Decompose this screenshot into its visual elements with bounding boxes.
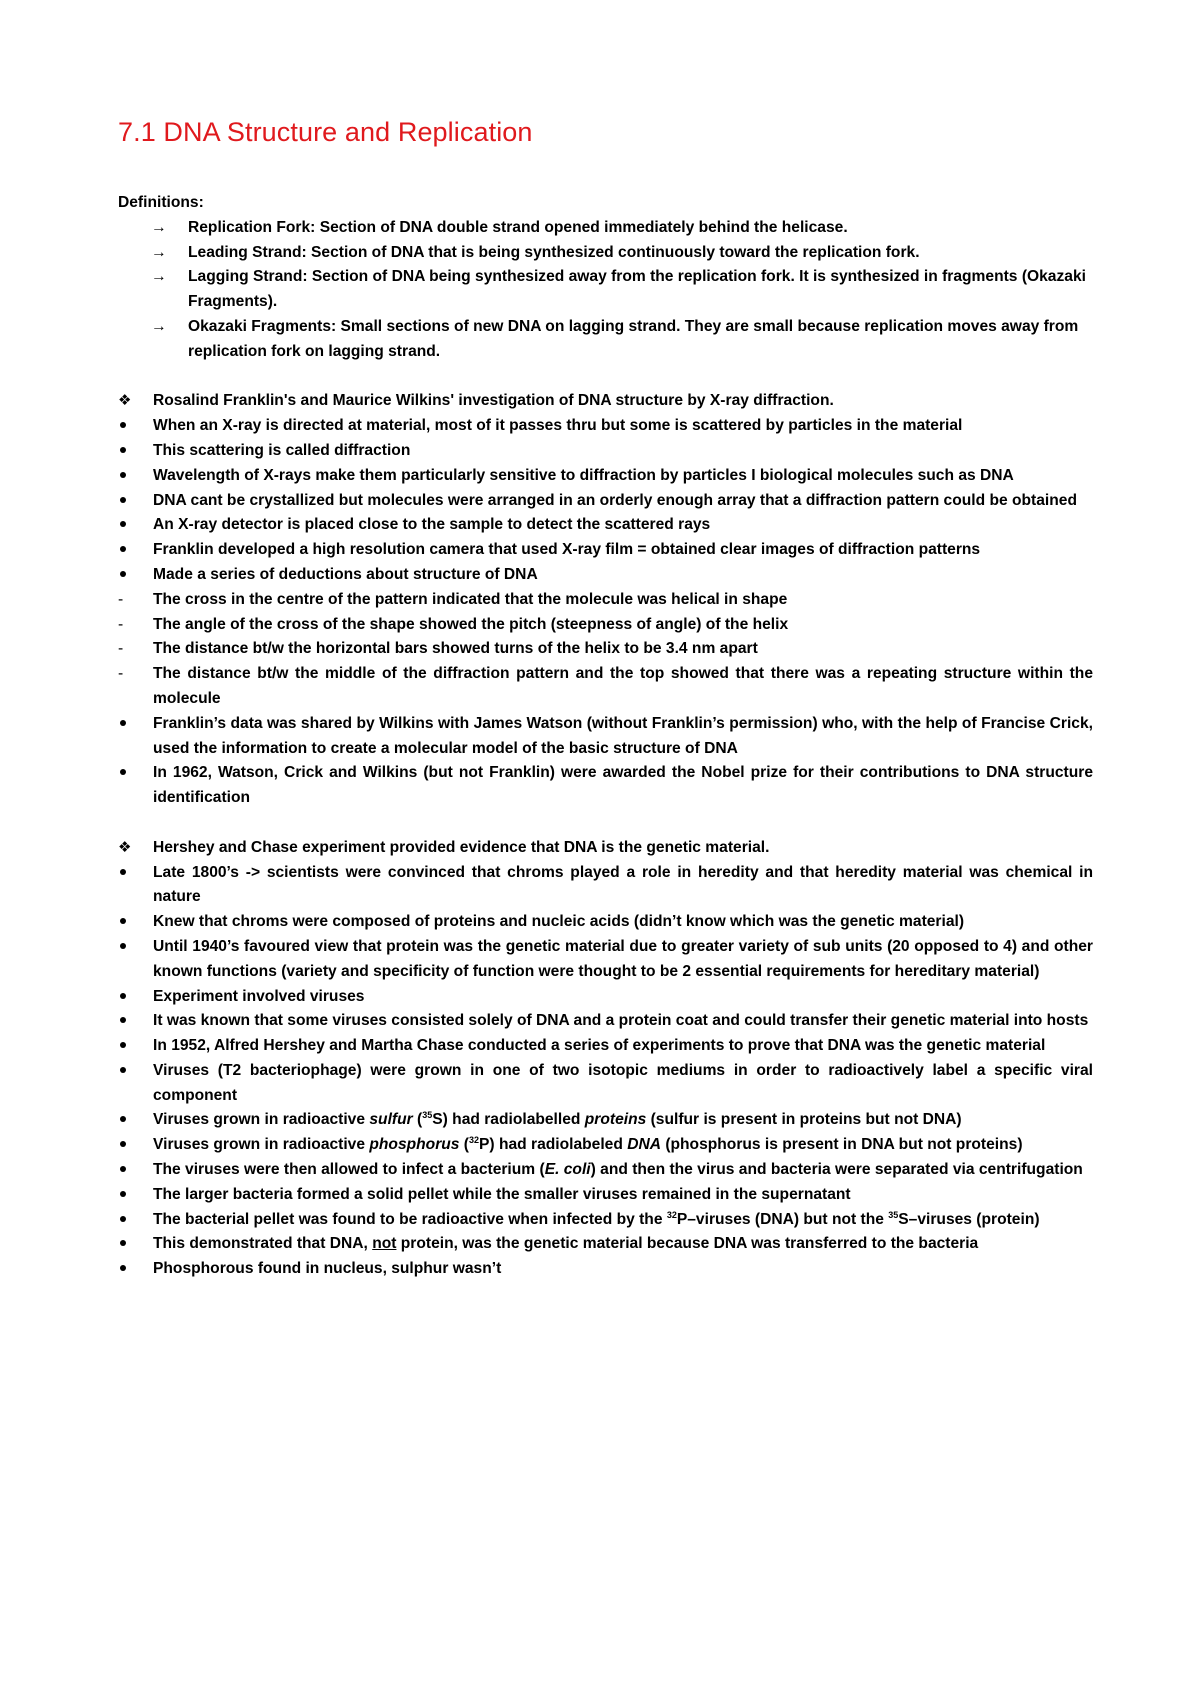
bullet-icon — [118, 1059, 134, 1084]
bullet-icon — [118, 861, 134, 886]
bullet-icon — [118, 1257, 134, 1282]
isotope-superscript: 35 — [888, 1209, 899, 1220]
text-run: The viruses were then allowed to infect a bacterium ( — [153, 1161, 545, 1179]
list-item-text: Franklin’s data was shared by Wilkins with James Watson (without Franklin’s permission) who, with the help of Francise Crick, used the information to create a molecular model of the basic structure of DNA — [153, 714, 1093, 757]
diamond-bullet-icon: ❖ — [118, 392, 132, 410]
text-run: The larger bacteria formed a solid pellet while the smaller viruses remained in the supernatant — [153, 1185, 851, 1203]
list-item — [118, 985, 1093, 1010]
list-item — [118, 637, 1093, 662]
list-item — [118, 1108, 1093, 1133]
section-heading-hershey — [118, 836, 1093, 861]
isotope-superscript: 35 — [422, 1110, 433, 1121]
list-item — [118, 935, 1093, 985]
text-run: P) had radiolabeled — [479, 1136, 628, 1154]
list-item-text: This scattering is called diffraction — [153, 441, 411, 459]
bullet-icon — [118, 489, 134, 514]
text-run: (sulfur is present in proteins but not DNA) — [646, 1111, 962, 1129]
list-item — [118, 1009, 1093, 1034]
list-item — [118, 1034, 1093, 1059]
list-item-text: Lagging Strand: Section of DNA being synthesized away from the replication fork. It is synthesized in fragments (Okazaki Fragments). — [188, 268, 1086, 311]
list-item — [118, 662, 1093, 712]
hershey-bullets-a — [118, 861, 1093, 1109]
text-run: (phosphorus is present in DNA but not proteins) — [660, 1136, 1023, 1154]
document-body — [118, 191, 1093, 1282]
franklin-bullets-a — [118, 414, 1093, 588]
list-item — [118, 1232, 1093, 1257]
bullet-icon — [118, 538, 134, 563]
arrow-right-icon: → — [151, 218, 167, 236]
text-run: S–viruses (protein) — [898, 1210, 1040, 1228]
list-item — [118, 265, 1093, 315]
italic-text: proteins — [584, 1111, 647, 1129]
list-item-text: Until 1940’s favoured view that protein was the genetic material due to greater variety of sub units (20 opposed to 4) and other known functions (variety and specificity of function were thought to be 2 essential requirements for hereditary material) — [153, 937, 1093, 980]
list-item — [118, 414, 1093, 439]
list-item-text: In 1962, Watson, Crick and Wilkins (but not Franklin) were awarded the Nobel prize for their contributions to DNA structure identification — [153, 764, 1093, 807]
text-run: P–viruses (DNA) but not the — [676, 1210, 889, 1228]
dash-bullet-icon: - — [118, 640, 124, 658]
list-item — [118, 538, 1093, 563]
isotope-superscript: 32 — [666, 1209, 677, 1220]
list-item — [118, 712, 1093, 762]
hershey-heading-text: Hershey and Chase experiment provided evidence that DNA is the genetic material. — [153, 838, 770, 856]
text-run: Viruses grown in radioactive — [153, 1111, 370, 1129]
list-item-text: Leading Strand: Section of DNA that is being synthesized continuously toward the replication fork. — [188, 243, 920, 261]
spacer — [118, 365, 1093, 390]
list-item — [118, 315, 1093, 365]
isotope-superscript: 32 — [469, 1135, 480, 1146]
text-run: This demonstrated that DNA, — [153, 1235, 373, 1253]
list-item — [118, 216, 1093, 241]
list-item — [118, 563, 1093, 588]
arrow-right-icon: → — [151, 243, 167, 261]
definitions-heading: Definitions: — [118, 194, 204, 211]
list-item — [118, 1183, 1093, 1208]
list-item-text: The distance bt/w the middle of the diffraction pattern and the top showed that there was a repeating structure within the molecule — [153, 665, 1093, 707]
list-item — [118, 1059, 1093, 1109]
bullet-icon — [118, 1009, 134, 1034]
list-item-text: Franklin developed a high resolution camera that used X-ray film = obtained clear images of diffraction patterns — [153, 541, 981, 559]
list-item-text: In 1952, Alfred Hershey and Martha Chase conducted a series of experiments to prove that DNA was the genetic material — [153, 1037, 1046, 1055]
bullet-icon — [118, 935, 134, 960]
list-item-text: DNA cant be crystallized but molecules were arranged in an orderly enough array that a diffraction pattern could be obtained — [153, 491, 1077, 509]
list-item — [118, 241, 1093, 266]
arrow-right-icon: → — [151, 317, 167, 335]
franklin-bullets-b — [118, 712, 1093, 811]
list-item-text: The cross in the centre of the pattern indicated that the molecule was helical in shape — [153, 590, 788, 608]
dash-bullet-icon: - — [118, 665, 124, 683]
list-item — [118, 588, 1093, 613]
bullet-icon — [118, 910, 134, 935]
text-run: S) had radiolabelled — [432, 1111, 585, 1129]
list-item — [118, 613, 1093, 638]
list-item-text: Knew that chroms were composed of proteins and nucleic acids (didn’t know which was the genetic material) — [153, 913, 965, 931]
bullet-icon — [118, 761, 134, 786]
bullet-icon — [118, 985, 134, 1010]
bullet-icon — [118, 1232, 134, 1257]
list-item-text: Experiment involved viruses — [153, 987, 365, 1005]
bullet-icon — [118, 439, 134, 464]
list-item — [118, 489, 1093, 514]
bullet-icon — [118, 1108, 134, 1133]
list-item-text: The distance bt/w the horizontal bars showed turns of the helix to be 3.4 nm apart — [153, 640, 758, 658]
italic-text: phosphorus — [369, 1136, 460, 1154]
list-item — [118, 910, 1093, 935]
bullet-icon — [118, 1208, 134, 1233]
text-run: ) and then the virus and bacteria were separated via centrifugation — [590, 1161, 1083, 1179]
bullet-icon — [118, 1158, 134, 1183]
list-item-text: Okazaki Fragments: Small sections of new DNA on lagging strand. They are small because replication moves away from replication fork on lagging strand. — [188, 317, 1079, 360]
bullet-icon — [118, 712, 134, 737]
list-item — [118, 861, 1093, 911]
list-item-text: Replication Fork: Section of DNA double strand opened immediately behind the helicase. — [188, 218, 848, 236]
spacer — [118, 811, 1093, 836]
page-title: 7.1 DNA Structure and Replication — [118, 117, 533, 147]
list-item-text: Made a series of deductions about structure of DNA — [153, 565, 538, 583]
list-item — [118, 464, 1093, 489]
italic-text: DNA — [627, 1136, 661, 1154]
text-run: Phosphorous found in nucleus, sulphur wasn’t — [153, 1260, 502, 1278]
bullet-icon — [118, 1133, 134, 1158]
list-item — [118, 1133, 1093, 1158]
italic-text: sulfur — [369, 1111, 413, 1129]
list-item-text: Wavelength of X-rays make them particularly sensitive to diffraction by particles I biological molecules such as DNA — [153, 466, 1014, 484]
text-run: The bacterial pellet was found to be radioactive when infected by the — [153, 1210, 667, 1228]
list-item — [118, 1158, 1093, 1183]
list-item — [118, 1257, 1093, 1282]
list-item-text: It was known that some viruses consisted solely of DNA and a protein coat and could transfer their genetic material into hosts — [153, 1012, 1089, 1030]
italic-text: E. coli — [544, 1161, 591, 1179]
franklin-heading-text: Rosalind Franklin's and Maurice Wilkins' investigation of DNA structure by X-ray diffraction. — [153, 392, 834, 410]
bullet-icon — [118, 513, 134, 538]
text-run: ( — [459, 1136, 469, 1154]
list-item-text: An X-ray detector is placed close to the sample to detect the scattered rays — [153, 516, 711, 534]
underlined-text: not — [372, 1235, 397, 1253]
list-item-text: Viruses (T2 bacteriophage) were grown in one of two isotopic mediums in order to radioactively label a specific viral component — [153, 1061, 1093, 1104]
section-heading-franklin — [118, 389, 1093, 414]
bullet-icon — [118, 1183, 134, 1208]
list-item-text: Late 1800’s -> scientists were convinced that chroms played a role in heredity and that heredity material was chemical in nature — [153, 863, 1093, 906]
list-item — [118, 1208, 1093, 1233]
bullet-icon — [118, 464, 134, 489]
bullet-icon — [118, 414, 134, 439]
definitions-list — [118, 216, 1093, 365]
bullet-icon — [118, 563, 134, 588]
list-item — [118, 439, 1093, 464]
text-run: Viruses grown in radioactive — [153, 1136, 370, 1154]
text-run: protein, was the genetic material because DNA was transferred to the bacteria — [396, 1235, 979, 1253]
list-item — [118, 761, 1093, 811]
diamond-bullet-icon: ❖ — [118, 838, 132, 856]
list-item-text: When an X-ray is directed at material, most of it passes thru but some is scattered by particles in the material — [153, 417, 963, 435]
arrow-right-icon: → — [151, 268, 167, 286]
franklin-dash-list — [118, 588, 1093, 712]
list-item-text: The angle of the cross of the shape showed the pitch (steepness of angle) of the helix — [153, 615, 789, 633]
dash-bullet-icon: - — [118, 590, 124, 608]
bullet-icon — [118, 1034, 134, 1059]
text-run: ( — [412, 1111, 423, 1129]
list-item — [118, 513, 1093, 538]
dash-bullet-icon: - — [118, 615, 124, 633]
